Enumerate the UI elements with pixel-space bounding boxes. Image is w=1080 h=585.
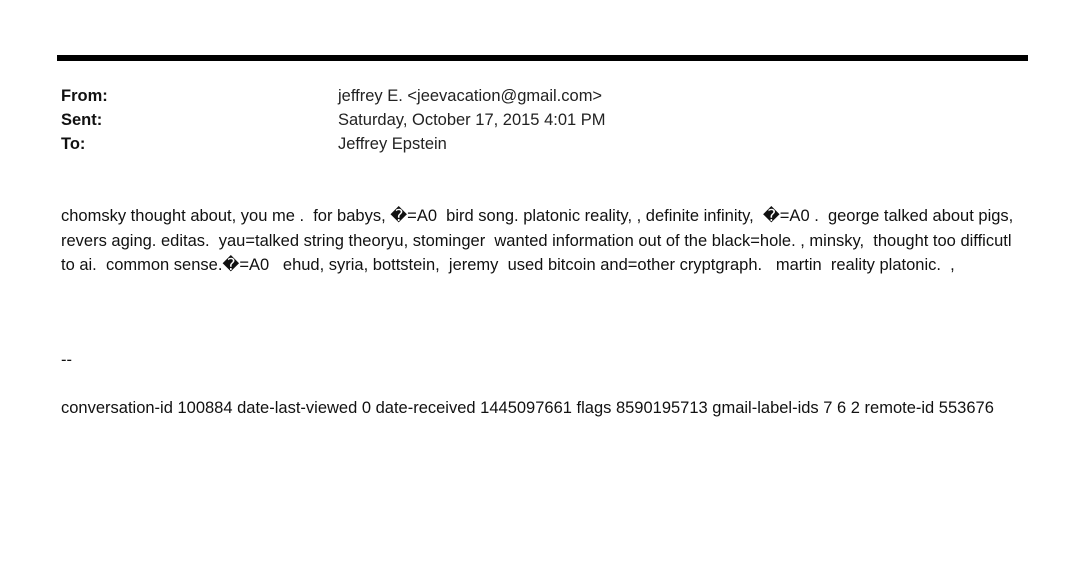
from-row [61, 84, 1021, 108]
sent-value: Saturday, October 17, 2015 4:01 PM [338, 111, 606, 129]
sent-label: Sent: [61, 111, 103, 129]
email-header [61, 84, 1021, 156]
email-metadata: conversation-id 100884 date-last-viewed 0 date-received 1445097661 flags 8590195713 gmail-label-ids 7 6 2 remote-id 553676 [61, 399, 994, 417]
header-divider [57, 55, 1028, 61]
from-label: From: [61, 87, 108, 105]
signature-separator: -- [61, 351, 72, 369]
to-label: To: [61, 135, 86, 153]
email-body: chomsky thought about, you me . for babys, �=A0 bird song. platonic reality, , definite infinity, �=A0 . george talked about pigs, revers aging. editas. yau=talked string theoryu, stominger wanted information out of the black=hole. , minsky, thought too difficutl to ai. common sense.�=A0 ehud, syria, bottstein, jeremy used bitcoin and=other cryptgraph. martin reality platonic. , [61, 207, 1023, 274]
to-row [61, 132, 1021, 156]
to-value: Jeffrey Epstein [338, 135, 447, 153]
sent-row [61, 108, 1021, 132]
from-value: jeffrey E. <jeevacation@gmail.com> [338, 87, 603, 105]
